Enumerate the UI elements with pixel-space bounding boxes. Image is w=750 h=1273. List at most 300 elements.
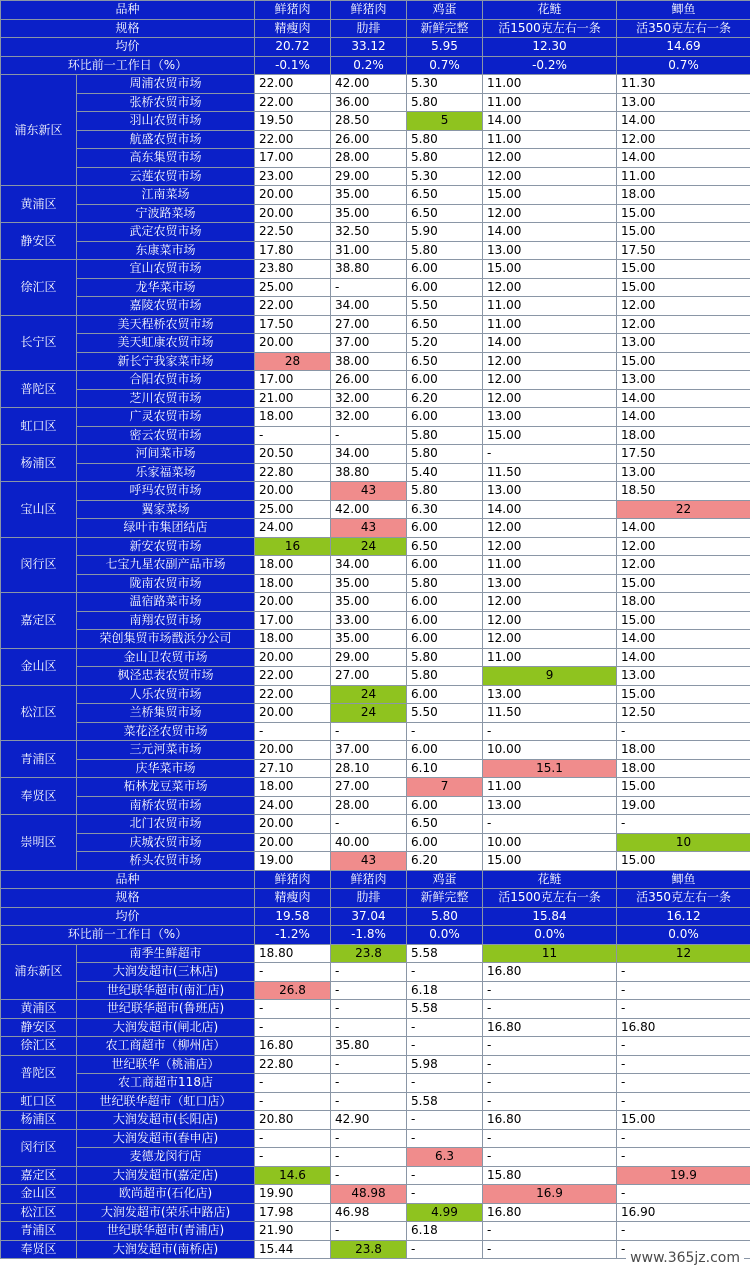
price-cell: 17.50 <box>255 315 331 334</box>
price-cell: - <box>617 1129 750 1148</box>
price-cell: 6.50 <box>407 537 483 556</box>
header-row-cell: 鲫鱼 <box>617 1 750 20</box>
price-cell: 14.00 <box>483 112 617 131</box>
price-cell: 15.00 <box>483 426 617 445</box>
market-name: 宁波路菜场 <box>77 204 255 223</box>
price-cell: 19.50 <box>255 112 331 131</box>
header-row-cell: 鲜猪肉 <box>255 1 331 20</box>
price-cell: 16.80 <box>483 1018 617 1037</box>
price-cell: 11.00 <box>617 167 750 186</box>
price-cell: - <box>483 722 617 741</box>
price-cell: 16.80 <box>483 1111 617 1130</box>
price-cell: 20.00 <box>255 593 331 612</box>
change-row-cell: 0.0% <box>483 926 617 945</box>
table-row <box>1 796 750 815</box>
table-row <box>1 1222 750 1241</box>
price-cell: 22.80 <box>255 463 331 482</box>
price-cell: 27.00 <box>331 778 407 797</box>
spec-row <box>1 889 750 908</box>
price-cell: 27.10 <box>255 759 331 778</box>
price-cell: 42.00 <box>331 500 407 519</box>
change-row-cell: -0.1% <box>255 56 331 75</box>
price-cell: 18.00 <box>617 426 750 445</box>
price-cell: - <box>407 722 483 741</box>
table-row <box>1 204 750 223</box>
table-row <box>1 852 750 871</box>
market-name: 张桥农贸市场 <box>77 93 255 112</box>
market-name: 呼玛农贸市场 <box>77 482 255 501</box>
district-label: 松江区 <box>1 1203 77 1222</box>
table-row <box>1 167 750 186</box>
header-row-cell: 花鲢 <box>483 1 617 20</box>
price-cell: 20.00 <box>255 741 331 760</box>
price-cell: 24.00 <box>255 519 331 538</box>
table-row <box>1 408 750 427</box>
price-cell: 13.00 <box>483 408 617 427</box>
price-cell: 34.00 <box>331 297 407 316</box>
price-cell: - <box>407 1074 483 1093</box>
table-row <box>1 334 750 353</box>
price-cell: 14.00 <box>483 500 617 519</box>
price-cell: - <box>331 1092 407 1111</box>
table-row <box>1 482 750 501</box>
market-name: 大润发超市(春申店) <box>77 1129 255 1148</box>
price-cell: 19.00 <box>255 852 331 871</box>
price-cell: 22.50 <box>255 223 331 242</box>
district-label: 宝山区 <box>1 482 77 538</box>
avg-row-cell: 5.95 <box>407 38 483 57</box>
market-name: 菜花泾农贸市场 <box>77 722 255 741</box>
table-row <box>1 260 750 279</box>
header-row-cell: 鲫鱼 <box>617 870 750 889</box>
market-name: 农工商超市（柳州店） <box>77 1037 255 1056</box>
price-cell: 11.00 <box>483 297 617 316</box>
price-cell: 6.50 <box>407 352 483 371</box>
price-cell: 12.00 <box>617 297 750 316</box>
table-row <box>1 445 750 464</box>
spec-row-label: 规格 <box>1 19 255 38</box>
price-cell: 35.80 <box>331 1037 407 1056</box>
price-cell: - <box>255 722 331 741</box>
market-name: 金山卫农贸市场 <box>77 648 255 667</box>
price-cell: 13.00 <box>617 463 750 482</box>
price-cell: 14.00 <box>617 389 750 408</box>
header-row <box>1 870 750 889</box>
table-row <box>1 944 750 963</box>
market-name: 南桥农贸市场 <box>77 796 255 815</box>
avg-row-cell: 20.72 <box>255 38 331 57</box>
price-cell: - <box>617 1222 750 1241</box>
table-row <box>1 1000 750 1019</box>
price-cell: 5.58 <box>407 1092 483 1111</box>
price-cell: 20.80 <box>255 1111 331 1130</box>
avg-row-label: 均价 <box>1 907 255 926</box>
price-cell: 23.80 <box>255 260 331 279</box>
price-cell: 26.00 <box>331 371 407 390</box>
price-cell: 35.00 <box>331 186 407 205</box>
price-cell: - <box>331 1222 407 1241</box>
price-cell: 21.90 <box>255 1222 331 1241</box>
price-cell: 33.00 <box>331 611 407 630</box>
price-cell: 23.8 <box>331 1240 407 1259</box>
price-cell: 17.50 <box>617 241 750 260</box>
spec-row-cell: 活1500克左右一条 <box>483 889 617 908</box>
district-label: 杨浦区 <box>1 1111 77 1130</box>
market-name: 大润发超市(荣乐中路店) <box>77 1203 255 1222</box>
price-cell: - <box>255 963 331 982</box>
district-label: 浦东新区 <box>1 944 77 1000</box>
price-cell: 22.00 <box>255 130 331 149</box>
district-label: 黄浦区 <box>1 1000 77 1019</box>
price-cell: 15.00 <box>617 352 750 371</box>
change-row-cell: 0.0% <box>407 926 483 945</box>
district-label: 金山区 <box>1 1185 77 1204</box>
price-cell: 19.90 <box>255 1185 331 1204</box>
price-cell: 5.80 <box>407 667 483 686</box>
district-label: 松江区 <box>1 685 77 741</box>
price-cell: - <box>407 963 483 982</box>
market-name: 美天虹康农贸市场 <box>77 334 255 353</box>
table-row <box>1 963 750 982</box>
price-cell: 12.00 <box>617 556 750 575</box>
price-cell: 15.00 <box>483 186 617 205</box>
price-cell: 28.00 <box>331 796 407 815</box>
price-cell: 16.80 <box>617 1018 750 1037</box>
price-cell: 11.00 <box>483 556 617 575</box>
price-cell: 6.20 <box>407 389 483 408</box>
price-cell: 28 <box>255 352 331 371</box>
price-cell: 15.00 <box>617 260 750 279</box>
price-cell: 16.80 <box>255 1037 331 1056</box>
price-cell: 20.00 <box>255 482 331 501</box>
price-cell: 14.6 <box>255 1166 331 1185</box>
price-cell: - <box>483 445 617 464</box>
price-cell: 15.1 <box>483 759 617 778</box>
price-cell: 12.00 <box>617 315 750 334</box>
price-cell: 18.00 <box>617 741 750 760</box>
price-cell: 13.00 <box>483 796 617 815</box>
price-cell: - <box>331 1129 407 1148</box>
table-row <box>1 149 750 168</box>
district-label: 奉贤区 <box>1 778 77 815</box>
price-cell: 18.00 <box>617 593 750 612</box>
price-cell: - <box>407 1129 483 1148</box>
table-row <box>1 981 750 1000</box>
market-name: 麦德龙闵行店 <box>77 1148 255 1167</box>
market-name: 兰桥集贸市场 <box>77 704 255 723</box>
market-name: 武定农贸市场 <box>77 223 255 242</box>
market-name: 北门农贸市场 <box>77 815 255 834</box>
price-cell: 18.80 <box>255 944 331 963</box>
district-label: 金山区 <box>1 648 77 685</box>
change-row-cell: 0.0% <box>617 926 750 945</box>
header-row-cell: 鲜猪肉 <box>255 870 331 889</box>
market-name: 七宝九星农副产品市场 <box>77 556 255 575</box>
price-cell: 11.00 <box>483 778 617 797</box>
price-cell: 32.00 <box>331 389 407 408</box>
spec-row-cell: 新鲜完整 <box>407 19 483 38</box>
price-cell: 32.00 <box>331 408 407 427</box>
price-cell: - <box>407 1185 483 1204</box>
market-name: 翼家菜场 <box>77 500 255 519</box>
table-row <box>1 630 750 649</box>
price-cell: 11.50 <box>483 463 617 482</box>
price-cell: 27.00 <box>331 315 407 334</box>
change-row-label: 环比前一工作日（%） <box>1 56 255 75</box>
market-name: 周浦农贸市场 <box>77 75 255 94</box>
price-cell: 34.00 <box>331 445 407 464</box>
price-cell: 13.00 <box>617 371 750 390</box>
price-cell: 38.00 <box>331 352 407 371</box>
price-cell: 15.00 <box>483 260 617 279</box>
header-row-label: 品种 <box>1 870 255 889</box>
price-cell: - <box>407 1037 483 1056</box>
price-cell: 15.00 <box>617 574 750 593</box>
price-cell: 15.44 <box>255 1240 331 1259</box>
district-label: 徐汇区 <box>1 260 77 316</box>
price-cell: - <box>331 426 407 445</box>
price-cell: - <box>255 1092 331 1111</box>
table-row <box>1 833 750 852</box>
price-cell: 14.00 <box>617 630 750 649</box>
spec-row-cell: 活1500克左右一条 <box>483 19 617 38</box>
price-cell: 24 <box>331 537 407 556</box>
price-cell: 22.00 <box>255 685 331 704</box>
avg-row <box>1 38 750 57</box>
price-cell: 22.00 <box>255 667 331 686</box>
table-row <box>1 75 750 94</box>
price-cell: 5 <box>407 112 483 131</box>
price-cell: 13.00 <box>483 241 617 260</box>
table-row <box>1 130 750 149</box>
change-row-cell: 0.7% <box>407 56 483 75</box>
price-cell: 13.00 <box>617 667 750 686</box>
table-row <box>1 685 750 704</box>
price-cell: - <box>255 1018 331 1037</box>
market-name: 大润发超市(三林店) <box>77 963 255 982</box>
price-cell: - <box>255 1148 331 1167</box>
spec-row-cell: 活350克左右一条 <box>617 889 750 908</box>
price-cell: 5.50 <box>407 704 483 723</box>
market-name: 庆华菜市场 <box>77 759 255 778</box>
price-cell: 6.00 <box>407 408 483 427</box>
price-cell: 24 <box>331 704 407 723</box>
district-label: 普陀区 <box>1 371 77 408</box>
header-row-cell: 鲜猪肉 <box>331 870 407 889</box>
market-name: 东康菜市场 <box>77 241 255 260</box>
price-cell: 15.00 <box>617 685 750 704</box>
price-cell: 4.99 <box>407 1203 483 1222</box>
price-cell: 35.00 <box>331 574 407 593</box>
district-label: 徐汇区 <box>1 1037 77 1056</box>
table-row <box>1 463 750 482</box>
price-cell: 13.00 <box>617 334 750 353</box>
price-cell: 25.00 <box>255 278 331 297</box>
price-cell: 12.00 <box>617 130 750 149</box>
table-row <box>1 704 750 723</box>
price-cell: 6.00 <box>407 630 483 649</box>
price-cell: - <box>617 963 750 982</box>
price-cell: 5.58 <box>407 1000 483 1019</box>
market-name: 羽山农贸市场 <box>77 112 255 131</box>
header-row-cell: 鸡蛋 <box>407 870 483 889</box>
price-cell: - <box>331 1018 407 1037</box>
price-cell: 14.00 <box>617 112 750 131</box>
price-cell: 6.00 <box>407 519 483 538</box>
price-cell: - <box>255 1000 331 1019</box>
price-cell: - <box>483 815 617 834</box>
table-row <box>1 500 750 519</box>
table-row <box>1 1148 750 1167</box>
price-cell: 18.00 <box>255 630 331 649</box>
market-name: 广灵农贸市场 <box>77 408 255 427</box>
price-cell: 5.80 <box>407 445 483 464</box>
price-cell: 6.50 <box>407 815 483 834</box>
price-cell: 17.00 <box>255 611 331 630</box>
price-cell: 28.10 <box>331 759 407 778</box>
price-cell: 18.00 <box>617 186 750 205</box>
district-label: 长宁区 <box>1 315 77 371</box>
price-cell: 32.50 <box>331 223 407 242</box>
price-cell: 17.50 <box>617 445 750 464</box>
price-cell: 22.00 <box>255 75 331 94</box>
table-row <box>1 112 750 131</box>
price-cell: 12.00 <box>483 389 617 408</box>
price-cell: - <box>483 1074 617 1093</box>
table-row <box>1 815 750 834</box>
price-cell: 12.00 <box>483 537 617 556</box>
table-row <box>1 371 750 390</box>
market-name: 龙华菜市场 <box>77 278 255 297</box>
table-row <box>1 556 750 575</box>
price-cell: 12.00 <box>483 352 617 371</box>
district-label: 奉贤区 <box>1 1240 77 1259</box>
table-row <box>1 1129 750 1148</box>
market-name: 世纪联华（桃浦店） <box>77 1055 255 1074</box>
price-cell: 17.98 <box>255 1203 331 1222</box>
market-name: 世纪联华超市(青浦店) <box>77 1222 255 1241</box>
price-cell: - <box>255 1129 331 1148</box>
price-cell: 42.00 <box>331 75 407 94</box>
table-row <box>1 186 750 205</box>
price-cell: 6.18 <box>407 981 483 1000</box>
market-name: 航盛农贸市场 <box>77 130 255 149</box>
price-cell: - <box>483 1222 617 1241</box>
price-cell: 6.00 <box>407 556 483 575</box>
table-row <box>1 648 750 667</box>
price-cell: 15.00 <box>617 852 750 871</box>
price-cell: 18.00 <box>617 759 750 778</box>
price-cell: 5.30 <box>407 75 483 94</box>
market-name: 温宿路菜市场 <box>77 593 255 612</box>
market-name: 大润发超市(南桥店) <box>77 1240 255 1259</box>
price-cell: 25.00 <box>255 500 331 519</box>
price-cell: 6.10 <box>407 759 483 778</box>
price-cell: 35.00 <box>331 630 407 649</box>
price-cell: 14.00 <box>617 648 750 667</box>
price-cell: 12 <box>617 944 750 963</box>
price-cell: - <box>617 1240 750 1259</box>
price-cell: 43 <box>331 519 407 538</box>
price-cell: - <box>483 1092 617 1111</box>
price-cell: 12.00 <box>483 630 617 649</box>
price-cell: - <box>407 1240 483 1259</box>
price-cell: - <box>617 722 750 741</box>
price-cell: 18.00 <box>255 408 331 427</box>
price-cell: 15.00 <box>617 611 750 630</box>
price-cell: 5.80 <box>407 130 483 149</box>
market-name: 宜山农贸市场 <box>77 260 255 279</box>
table-row <box>1 574 750 593</box>
table-row <box>1 1055 750 1074</box>
price-cell: - <box>483 1000 617 1019</box>
district-label: 虹口区 <box>1 408 77 445</box>
price-cell: 11.00 <box>483 93 617 112</box>
district-label: 青浦区 <box>1 741 77 778</box>
price-cell: 6.00 <box>407 741 483 760</box>
market-name: 柘林龙豆菜市场 <box>77 778 255 797</box>
price-cell: 11.50 <box>483 704 617 723</box>
price-cell: 20.00 <box>255 815 331 834</box>
price-cell: - <box>255 1074 331 1093</box>
price-cell: 6.00 <box>407 685 483 704</box>
price-cell: 5.80 <box>407 426 483 445</box>
price-cell: 17.00 <box>255 371 331 390</box>
price-cell: 20.00 <box>255 704 331 723</box>
change-row-cell: 0.7% <box>617 56 750 75</box>
market-name: 南翔农贸市场 <box>77 611 255 630</box>
price-cell: 43 <box>331 852 407 871</box>
price-cell: 35.00 <box>331 204 407 223</box>
price-cell: 20.00 <box>255 334 331 353</box>
table-row <box>1 778 750 797</box>
price-cell: 5.80 <box>407 482 483 501</box>
price-cell: 16.80 <box>483 1203 617 1222</box>
avg-row-cell: 14.69 <box>617 38 750 57</box>
price-cell: 16.80 <box>483 963 617 982</box>
price-cell: - <box>483 1240 617 1259</box>
price-cell: 11.00 <box>483 75 617 94</box>
price-cell: 19.00 <box>617 796 750 815</box>
price-cell: 37.00 <box>331 334 407 353</box>
price-cell: 15.00 <box>617 778 750 797</box>
table-row <box>1 278 750 297</box>
price-cell: 12.00 <box>483 371 617 390</box>
price-cell: 5.80 <box>407 149 483 168</box>
price-cell: - <box>483 1129 617 1148</box>
price-cell: 6.20 <box>407 852 483 871</box>
price-cell: 5.20 <box>407 334 483 353</box>
price-cell: 13.00 <box>483 482 617 501</box>
table-row <box>1 241 750 260</box>
change-row-label: 环比前一工作日（%） <box>1 926 255 945</box>
market-name: 云莲农贸市场 <box>77 167 255 186</box>
price-cell: 29.00 <box>331 167 407 186</box>
market-name: 枫泾忠表农贸市场 <box>77 667 255 686</box>
price-cell: 48.98 <box>331 1185 407 1204</box>
price-cell: 6.30 <box>407 500 483 519</box>
price-cell: 6.00 <box>407 833 483 852</box>
spec-row <box>1 19 750 38</box>
avg-row <box>1 907 750 926</box>
market-name: 世纪联华超市(南汇店) <box>77 981 255 1000</box>
price-cell: 5.98 <box>407 1055 483 1074</box>
market-name: 芝川农贸市场 <box>77 389 255 408</box>
district-label: 嘉定区 <box>1 1166 77 1185</box>
price-cell: 24.00 <box>255 796 331 815</box>
market-name: 荣创集贸市场戬浜分公司 <box>77 630 255 649</box>
price-cell: 12.50 <box>617 704 750 723</box>
